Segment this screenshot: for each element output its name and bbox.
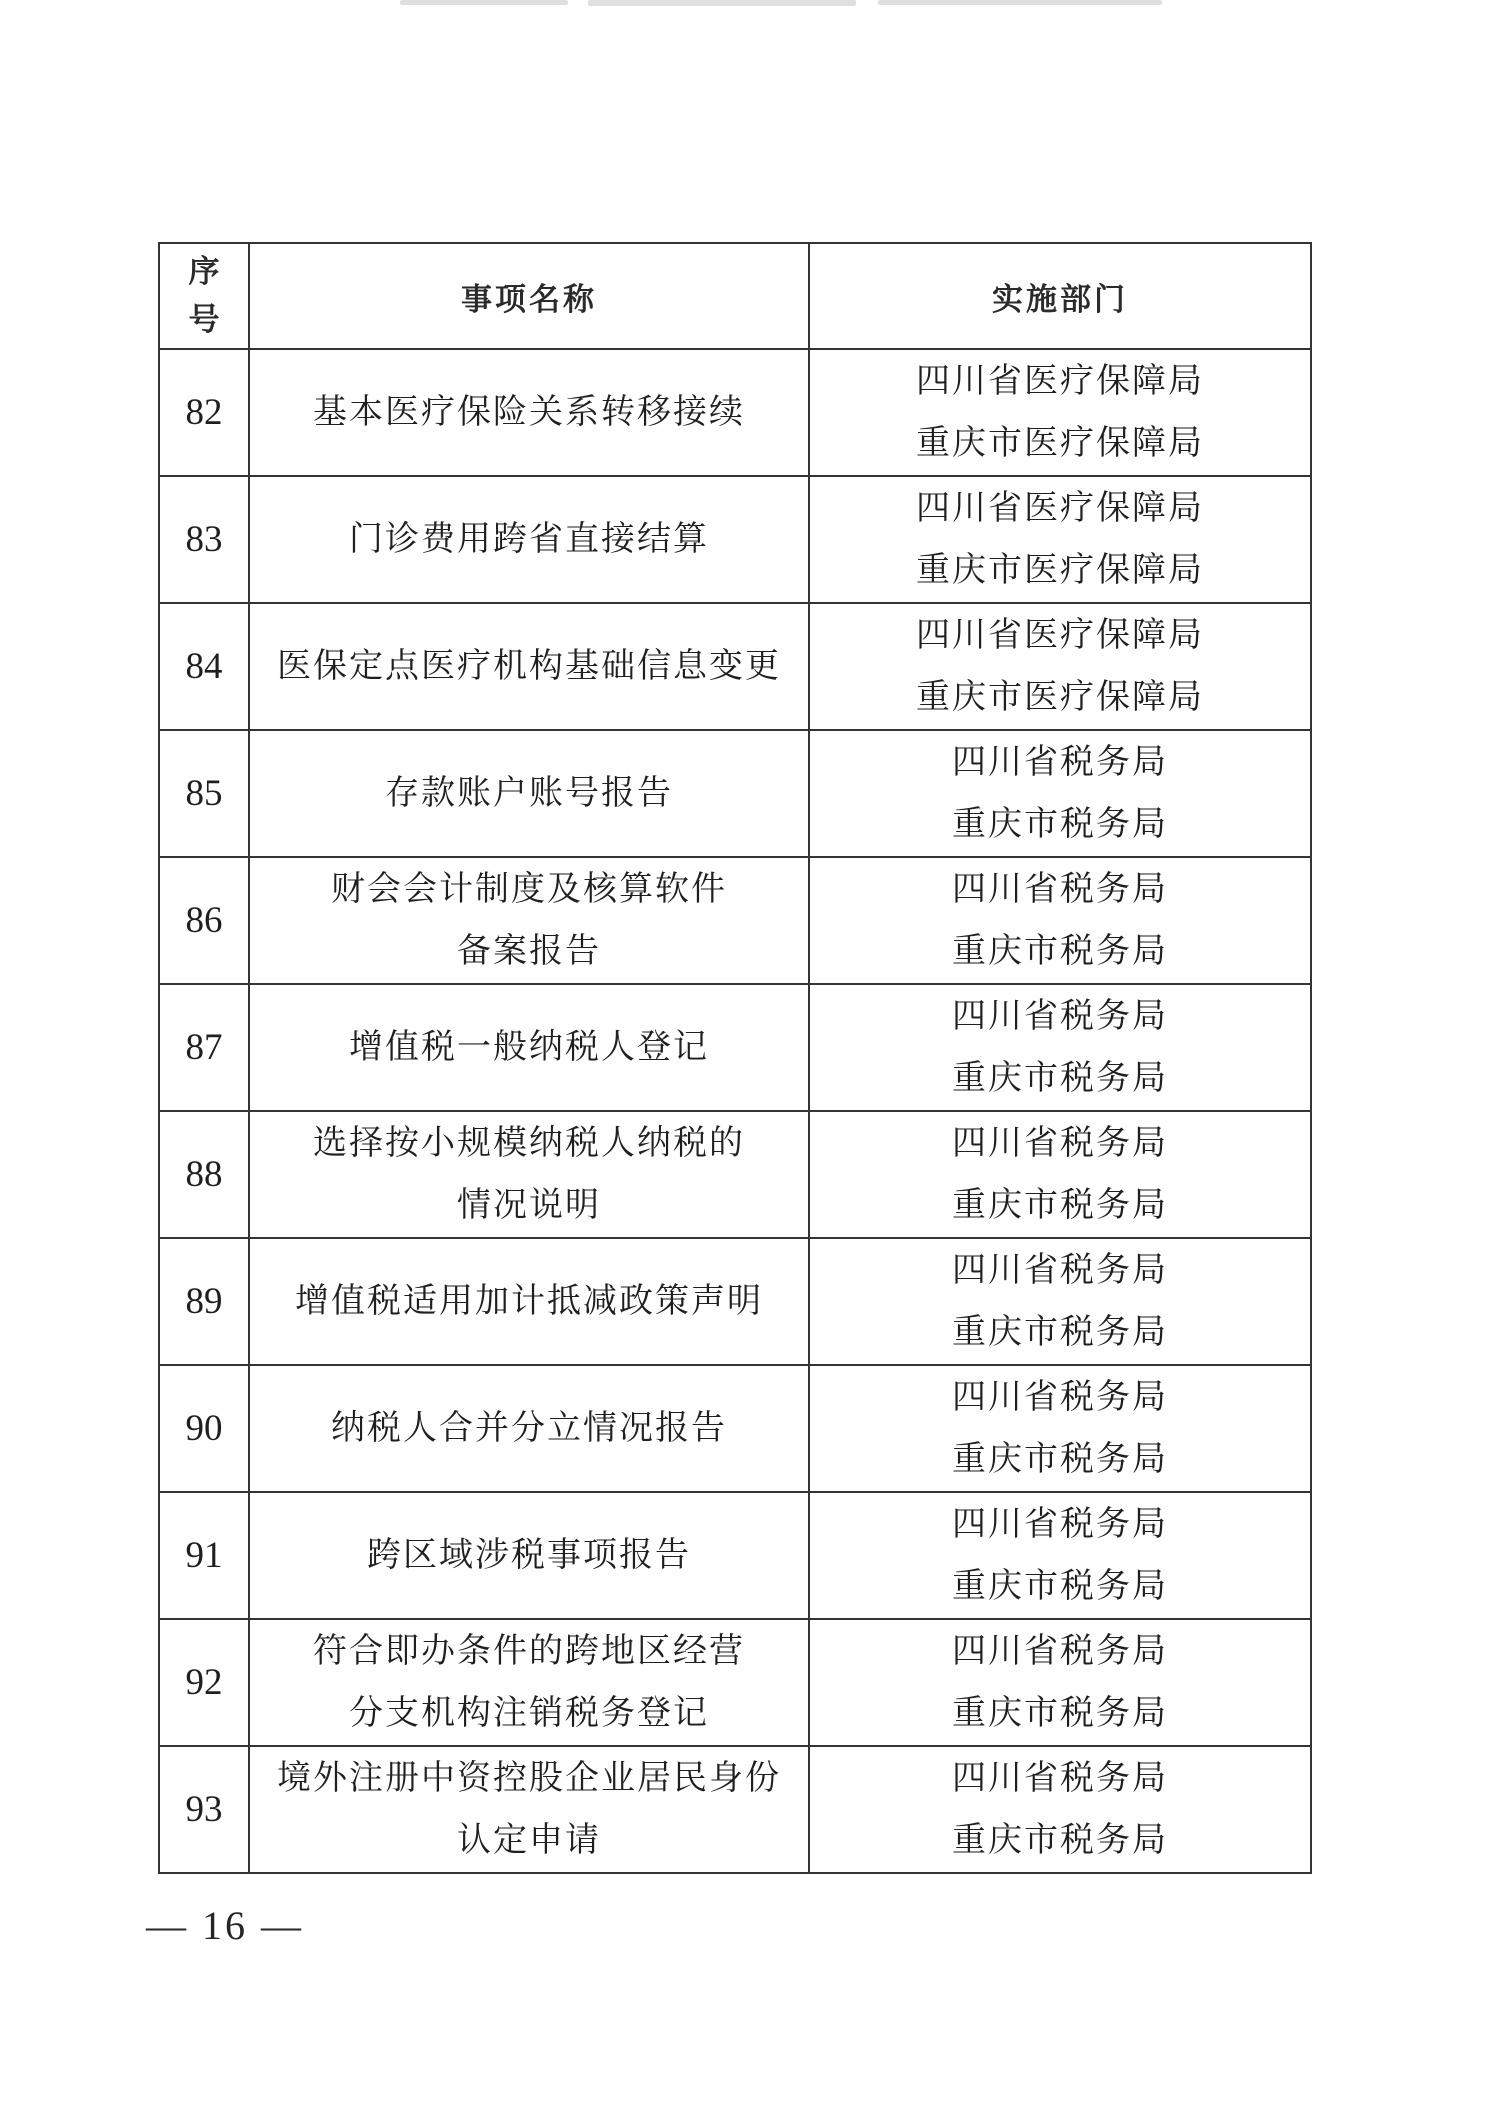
item-name-line: 基本医疗保险关系转移接续 [313,393,745,431]
header-item-name: 事项名称 [249,243,809,349]
table-row [159,730,1311,857]
table-row [159,1365,1311,1492]
row-number-cell: 91 [159,1492,249,1619]
item-name-lines [250,1113,808,1236]
row-number-cell: 82 [159,349,249,476]
table-row [159,603,1311,730]
row-number-cell: 86 [159,857,249,984]
department-line: 重庆市税务局 [952,1313,1168,1351]
department-line: 重庆市税务局 [952,932,1168,970]
item-name-lines [250,1367,808,1490]
department-lines [810,605,1310,728]
row-number-cell: 88 [159,1111,249,1238]
item-name-line: 情况说明 [457,1186,601,1224]
item-name-lines [250,478,808,601]
item-name-line: 医保定点医疗机构基础信息变更 [277,647,781,685]
department-cell [809,603,1311,730]
department-lines [810,1494,1310,1617]
department-line: 重庆市税务局 [952,1186,1168,1224]
department-cell [809,1365,1311,1492]
department-lines [810,1113,1310,1236]
row-number-cell: 84 [159,603,249,730]
item-name-line: 分支机构注销税务登记 [349,1694,709,1732]
department-cell [809,984,1311,1111]
department-line: 四川省税务局 [952,1760,1168,1798]
item-name-lines [250,605,808,728]
scan-artifact [588,0,856,6]
department-lines [810,1367,1310,1490]
item-name-lines [250,1621,808,1744]
item-name-line: 门诊费用跨省直接结算 [349,520,709,558]
item-name-lines [250,1240,808,1363]
row-number-cell: 89 [159,1238,249,1365]
department-line: 四川省税务局 [952,744,1168,782]
item-name-cell [249,1619,809,1746]
table-row [159,857,1311,984]
department-cell [809,1619,1311,1746]
table-row [159,1492,1311,1619]
item-name-line: 增值税适用加计抵减政策声明 [295,1282,763,1320]
department-line: 四川省医疗保障局 [916,617,1204,655]
item-name-line: 选择按小规模纳税人纳税的 [313,1125,745,1163]
department-cell [809,1746,1311,1873]
item-name-cell [249,476,809,603]
department-cell [809,857,1311,984]
department-line: 重庆市税务局 [952,1567,1168,1605]
department-line: 重庆市税务局 [952,1059,1168,1097]
row-number-cell: 90 [159,1365,249,1492]
item-name-cell [249,984,809,1111]
table-row [159,1746,1311,1873]
header-serial-number [159,243,249,349]
item-name-line: 跨区域涉税事项报告 [367,1536,691,1574]
items-table [158,242,1312,1874]
table-body [159,349,1311,1873]
scan-artifact [400,0,568,5]
item-name-cell [249,1365,809,1492]
row-number-cell: 92 [159,1619,249,1746]
row-number-cell: 93 [159,1746,249,1873]
department-cell [809,349,1311,476]
department-line: 四川省税务局 [952,1379,1168,1417]
row-number-cell: 87 [159,984,249,1111]
department-lines [810,351,1310,474]
department-line: 重庆市医疗保障局 [916,551,1204,589]
department-line: 四川省医疗保障局 [916,490,1204,528]
department-line: 四川省税务局 [952,1125,1168,1163]
item-name-cell [249,1238,809,1365]
row-number-cell: 83 [159,476,249,603]
item-name-line: 增值税一般纳税人登记 [349,1028,709,1066]
item-name-cell [249,349,809,476]
department-line: 重庆市医疗保障局 [916,424,1204,462]
row-number-cell: 85 [159,730,249,857]
item-name-line: 符合即办条件的跨地区经营 [313,1633,745,1671]
table-row [159,1111,1311,1238]
department-lines [810,478,1310,601]
department-cell [809,730,1311,857]
table-header-row [159,243,1311,349]
department-lines [810,1748,1310,1871]
item-name-line: 财会会计制度及核算软件 [331,871,727,909]
scan-artifact [878,0,1162,5]
department-cell [809,1492,1311,1619]
item-name-cell [249,857,809,984]
table-row [159,349,1311,476]
table-row [159,984,1311,1111]
item-name-lines [250,859,808,982]
department-line: 重庆市医疗保障局 [916,678,1204,716]
department-line: 重庆市税务局 [952,1694,1168,1732]
item-name-line: 存款账户账号报告 [385,774,673,812]
item-name-cell [249,1492,809,1619]
item-name-lines [250,1494,808,1617]
item-name-cell [249,1111,809,1238]
table-row [159,1619,1311,1746]
item-name-line: 认定申请 [457,1821,601,1859]
item-name-line: 境外注册中资控股企业居民身份 [277,1760,781,1798]
item-name-cell [249,603,809,730]
department-line: 四川省税务局 [952,1506,1168,1544]
item-name-line: 纳税人合并分立情况报告 [331,1409,727,1447]
page-number: — 16 — [146,1903,304,1948]
table-row [159,1238,1311,1365]
department-cell [809,1238,1311,1365]
department-cell [809,476,1311,603]
item-name-lines [250,1748,808,1871]
department-lines [810,732,1310,855]
item-name-lines [250,986,808,1109]
department-line: 四川省税务局 [952,1633,1168,1671]
header-serial-number-label: 序号 [188,253,220,337]
department-line: 四川省医疗保障局 [916,363,1204,401]
department-lines [810,1240,1310,1363]
department-line: 四川省税务局 [952,998,1168,1036]
department-lines [810,859,1310,982]
department-cell [809,1111,1311,1238]
department-line: 重庆市税务局 [952,1821,1168,1859]
item-name-cell [249,1746,809,1873]
table-row [159,476,1311,603]
department-line: 重庆市税务局 [952,1440,1168,1478]
department-lines [810,1621,1310,1744]
department-line: 四川省税务局 [952,871,1168,909]
item-name-lines [250,732,808,855]
department-line: 重庆市税务局 [952,805,1168,843]
item-name-line: 备案报告 [457,932,601,970]
department-line: 四川省税务局 [952,1252,1168,1290]
item-name-lines [250,351,808,474]
item-name-cell [249,730,809,857]
header-implementing-department: 实施部门 [809,243,1311,349]
department-lines [810,986,1310,1109]
